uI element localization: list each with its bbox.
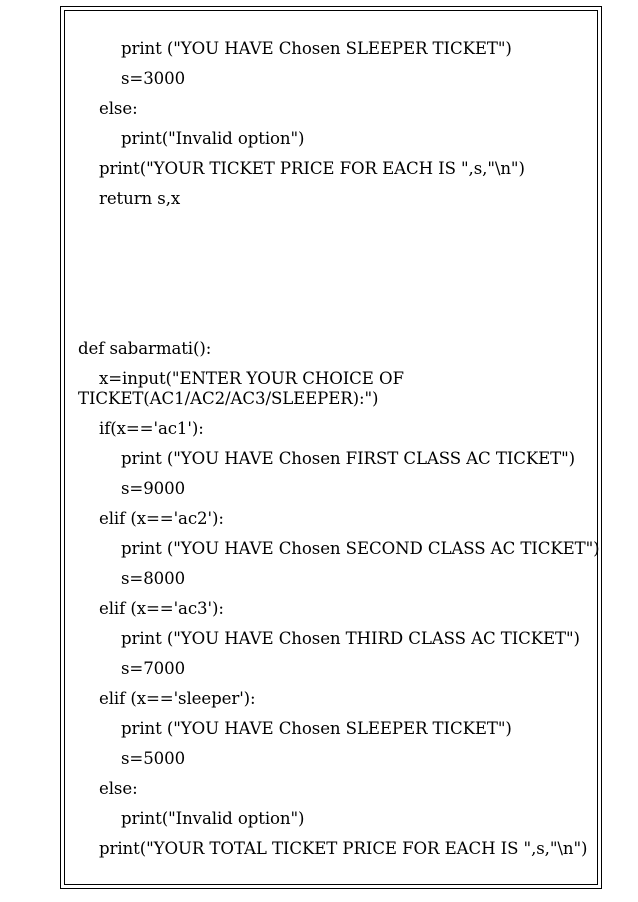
code-line: print ("YOU HAVE Chosen SECOND CLASS AC TICKET") — [121, 539, 600, 558]
code-line: s=5000 — [121, 749, 186, 768]
code-line: elif (x=='sleeper'): — [99, 689, 256, 708]
code-line: s=7000 — [121, 659, 186, 678]
code-line: print ("YOU HAVE Chosen SLEEPER TICKET") — [121, 39, 512, 58]
code-line: s=8000 — [121, 569, 186, 588]
code-line: else: — [99, 779, 138, 798]
code-line: elif (x=='ac2'): — [99, 509, 224, 528]
code-line: def sabarmati(): — [78, 339, 212, 358]
code-line: print("Invalid option") — [121, 809, 305, 828]
code-line: TICKET(AC1/AC2/AC3/SLEEPER):") — [78, 389, 379, 408]
code-line: return s,x — [99, 189, 181, 208]
code-line: print ("YOU HAVE Chosen THIRD CLASS AC TICKET") — [121, 629, 580, 648]
code-line: print("YOUR TOTAL TICKET PRICE FOR EACH IS ",s,"\n") — [99, 839, 588, 858]
code-line: s=9000 — [121, 479, 186, 498]
code-line: print("Invalid option") — [121, 129, 305, 148]
code-line: print ("YOU HAVE Chosen FIRST CLASS AC TICKET") — [121, 449, 576, 468]
code-line: else: — [99, 99, 138, 118]
code-line: x=input("ENTER YOUR CHOICE OF — [99, 369, 404, 388]
code-line: print ("YOU HAVE Chosen SLEEPER TICKET") — [121, 719, 512, 738]
code-line: s=3000 — [121, 69, 186, 88]
code-line: elif (x=='ac3'): — [99, 599, 224, 618]
code-line: if(x=='ac1'): — [99, 419, 204, 438]
code-line: print("YOUR TICKET PRICE FOR EACH IS ",s,"\n") — [99, 159, 525, 178]
